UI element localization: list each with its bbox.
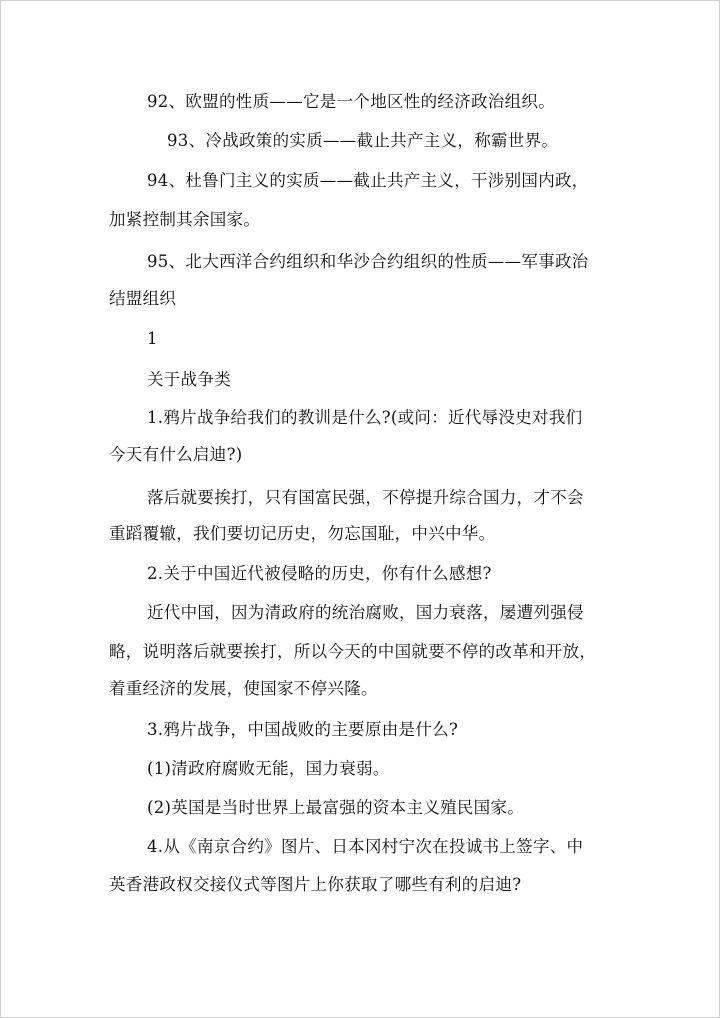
answer: 落后就要挨打，只有国富民强，不停提升综合国力，才不会 <box>147 488 584 507</box>
answer: (2)英国是当时世界上最富强的资本主义殖民国家。 <box>147 798 525 817</box>
section-heading: 关于战争类 <box>147 370 231 389</box>
question: 2.关于中国近代被侵略的历史，你有什么感想? <box>147 564 492 583</box>
answer: (1)清政府腐败无能，国力衰弱。 <box>147 759 390 778</box>
answer: 重蹈覆辙，我们要切记历史，勿忘国耻，中兴中华。 <box>109 524 496 543</box>
page-number: 1 <box>147 329 158 348</box>
question: 英香港政权交接仪式等图片上你获取了哪些有利的启迪? <box>109 875 522 894</box>
answer: 着重经济的发展，使国家不停兴隆。 <box>109 679 378 698</box>
question: 今天有什么启迪?) <box>109 445 243 464</box>
question: 1.鸦片战争给我们的教训是什么?(或问：近代辱没史对我们 <box>147 408 583 427</box>
answer: 略，说明落后就要挨打，所以今天的中国就要不停的改革和开放， <box>109 642 597 661</box>
text-line: 加紧控制其余国家。 <box>109 210 261 229</box>
text-line: 94、杜鲁门主义的实质——截止共产主义，干涉别国内政， <box>147 171 589 190</box>
text-line: 92、欧盟的性质——它是一个地区性的经济政治组织。 <box>147 92 555 111</box>
answer: 近代中国，因为清政府的统治腐败，国力衰落，屡遭列强侵 <box>147 603 584 622</box>
text-line: 95、北大西洋合约组织和华沙合约组织的性质——军事政治 <box>147 252 589 271</box>
question: 3.鸦片战争，中国战败的主要原由是什么? <box>147 720 459 739</box>
text-line: 93、冷战政策的实质——截止共产主义，称霸世界。 <box>167 131 559 150</box>
text-line: 结盟组织 <box>109 289 177 308</box>
question: 4.从《南京合约》图片、日本冈村宁次在投诚书上签字、中 <box>147 837 584 856</box>
